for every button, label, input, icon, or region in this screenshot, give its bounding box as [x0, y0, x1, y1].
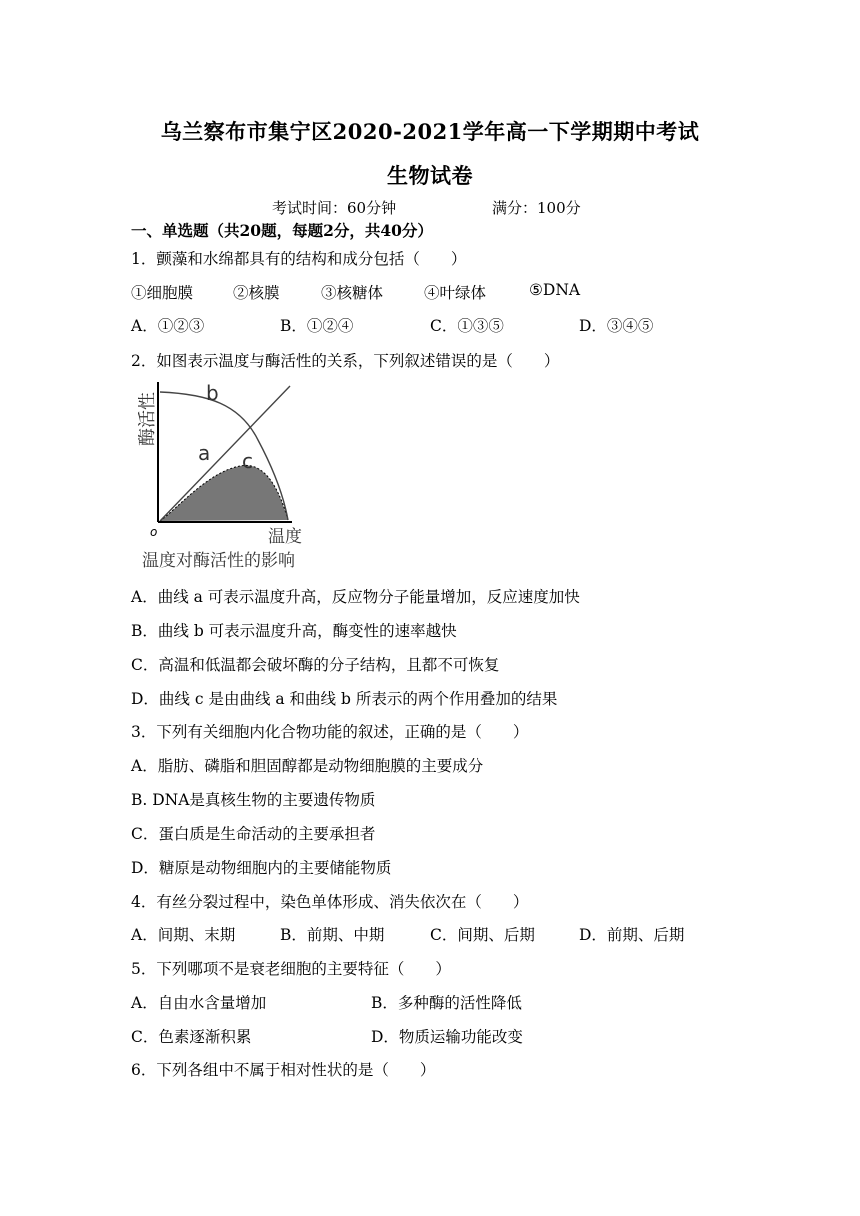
- curve-b-label: b: [206, 381, 219, 405]
- q1-option-c: C．①③⑤: [430, 317, 504, 335]
- q5-option-c: C．色素逐渐积累: [131, 1028, 252, 1046]
- q5-option-a: A．自由水含量增加: [131, 994, 267, 1012]
- q3-option-a: A．脂肪、磷脂和胆固醇都是动物细胞膜的主要成分: [131, 757, 484, 775]
- q4-option-d: D．前期、后期: [579, 926, 685, 944]
- exam-subtitle: 生物试卷: [387, 163, 473, 188]
- x-axis-label: 温度: [268, 527, 302, 547]
- q1-item-1: ①细胞膜: [131, 284, 194, 302]
- origin-label: o: [150, 525, 158, 539]
- q1-item-2: ②核膜: [233, 284, 280, 302]
- q3-option-d: D．糖原是动物细胞内的主要储能物质: [131, 859, 392, 877]
- full-score: 满分：100分: [492, 199, 581, 217]
- q3-option-b: B. DNA是真核生物的主要遗传物质: [131, 791, 376, 809]
- q1-option-d: D．③④⑤: [579, 317, 654, 335]
- q1-item-4: ④叶绿体: [424, 284, 487, 302]
- q2-option-a: A．曲线 a 可表示温度升高，反应物分子能量增加，反应速度加快: [131, 588, 580, 606]
- q4-option-c: C．间期、后期: [430, 926, 535, 944]
- q1-option-a: A．①②③: [131, 317, 205, 335]
- enzyme-graph: [138, 380, 338, 575]
- question-5-stem: 5．下列哪项不是衰老细胞的主要特征（ ）: [131, 960, 451, 978]
- q2-option-d: D．曲线 c 是由曲线 a 和曲线 b 所表示的两个作用叠加的结果: [131, 690, 558, 708]
- y-axis-label: 酶活性: [138, 392, 158, 446]
- exam-title: 乌兰察布市集宁区2020-2021学年高一下学期期中考试: [160, 119, 700, 144]
- q1-option-b: B．①②④: [280, 317, 354, 335]
- q5-option-d: D．物质运输功能改变: [371, 1028, 523, 1046]
- q3-option-c: C．蛋白质是生命活动的主要承担者: [131, 825, 376, 843]
- q1-item-5: ⑤DNA: [529, 281, 581, 299]
- curve-c-label: c: [242, 449, 253, 473]
- section-heading: 一、单选题（共20题，每题2分，共40分）: [131, 221, 433, 240]
- q2-option-c: C．高温和低温都会破坏酶的分子结构，且都不可恢复: [131, 656, 500, 674]
- question-4-stem: 4．有丝分裂过程中，染色单体形成、消失依次在（ ）: [131, 893, 529, 911]
- question-2-stem: 2．如图表示温度与酶活性的关系，下列叙述错误的是（ ）: [131, 352, 560, 370]
- q1-item-3: ③核糖体: [321, 284, 384, 302]
- exam-time: 考试时间：60分钟: [272, 199, 397, 217]
- q5-option-b: B．多种酶的活性降低: [371, 994, 522, 1012]
- figure-caption: 温度对酶活性的影响: [142, 551, 295, 571]
- question-6-stem: 6．下列各组中不属于相对性状的是（ ）: [131, 1061, 436, 1079]
- q2-option-b: B．曲线 b 可表示温度升高，酶变性的速率越快: [131, 622, 457, 640]
- enzyme-temperature-figure: [138, 380, 338, 575]
- question-3-stem: 3．下列有关细胞内化合物功能的叙述，正确的是（ ）: [131, 723, 529, 741]
- question-1-stem: 1．颤藻和水绵都具有的结构和成分包括（ ）: [131, 250, 467, 268]
- curve-c-area: [160, 465, 288, 521]
- q4-option-b: B．前期、中期: [280, 926, 385, 944]
- curve-a-label: a: [198, 441, 211, 465]
- q4-option-a: A．间期、末期: [131, 926, 236, 944]
